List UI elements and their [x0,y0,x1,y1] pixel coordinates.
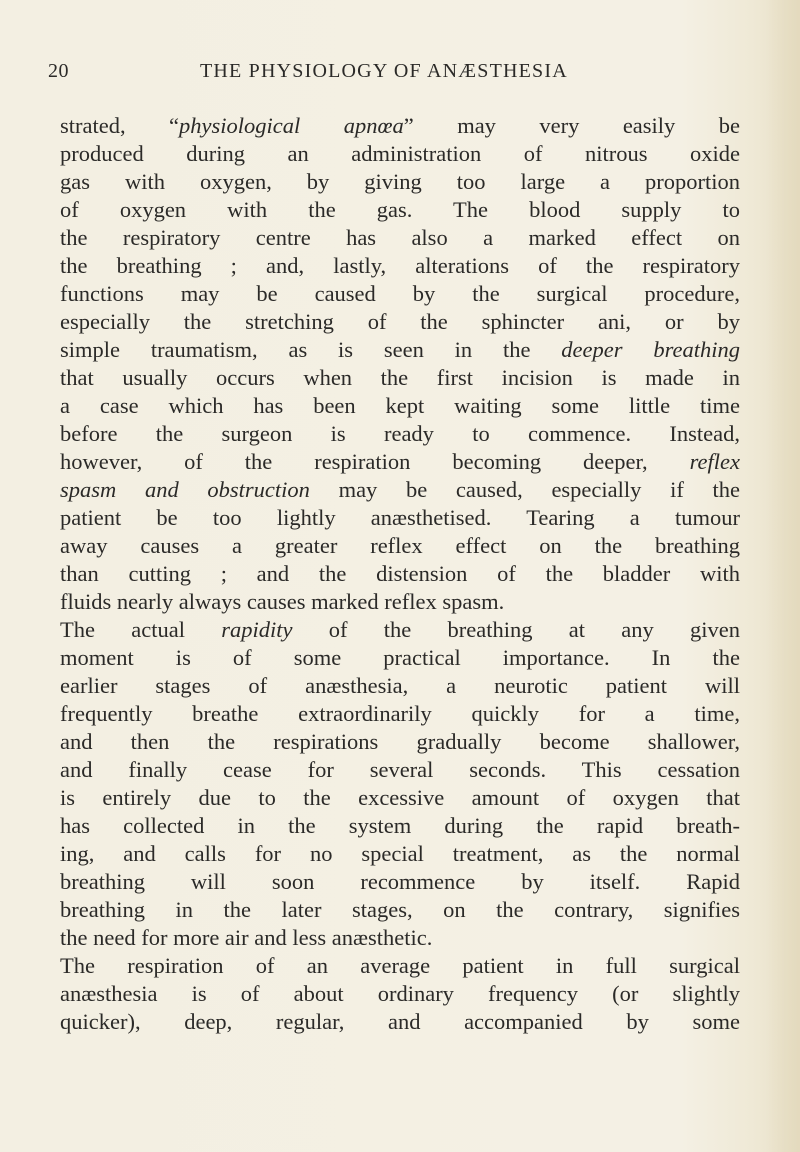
text-line: produced during an administration of nitrous oxide [60,141,740,166]
text-line: ing, and calls for no special treatment, as the normal [60,841,740,866]
text-line: anæsthesia is of about ordinary frequency (or slightly [60,981,740,1006]
page-number: 20 [48,60,69,82]
text-line: the breathing ; and, lastly, alterations of the respiratory [60,253,740,278]
running-title: THE PHYSIOLOGY OF ANÆSTHESIA [200,60,568,82]
text-line: breathing will soon recommence by itself. Rapid [60,869,740,894]
text-line: frequently breathe extraordinarily quickly for a time, [60,701,740,726]
text-line: the respiratory centre has also a marked effect on [60,225,740,250]
text-line: a case which has been kept waiting some little time [60,393,740,418]
text-span: strated, “ [60,113,180,138]
italic-text: reflex [689,449,740,474]
text-line: functions may be caused by the surgical procedure, [60,281,740,306]
text-line: earlier stages of anæsthesia, a neurotic patient will [60,673,740,698]
italic-text: spasm and obstruction [60,477,310,502]
text-line: is entirely due to the excessive amount of oxygen that [60,785,740,810]
text-span: ” may very easily be [403,113,740,138]
text-line [60,476,740,504]
body-text [60,112,740,1036]
text-line: than cutting ; and the distension of the bladder with [60,561,740,586]
text-line: before the surgeon is ready to commence. Instead, [60,421,740,446]
text-line: the need for more air and less anæsthetic. [60,925,433,950]
text-line: The respiration of an average patient in full surgical [60,953,740,978]
text-line: of oxygen with the gas. The blood supply to [60,197,740,222]
page-header [0,60,800,90]
text-span: simple traumatism, as is seen in the [60,337,562,362]
italic-text: deeper breathing [561,337,740,362]
text-line: patient be too lightly anæsthetised. Tearing a tumour [60,505,740,530]
text-line [60,448,740,476]
italic-text: rapidity [221,617,293,642]
text-line: has collected in the system during the rapid breath- [60,813,740,838]
text-line [60,336,740,364]
text-span: however, of the respiration becoming deeper, [60,449,690,474]
italic-text: physiological apnœa [179,113,404,138]
text-line: quicker), deep, regular, and accompanied by some [60,1009,740,1034]
text-line: and finally cease for several seconds. This cessation [60,757,740,782]
text-line [60,616,740,644]
text-line: away causes a greater reflex effect on the breathing [60,533,740,558]
text-line: especially the stretching of the sphincter ani, or by [60,309,740,334]
page-edge-shadow [766,0,800,1152]
text-line: gas with oxygen, by giving too large a proportion [60,169,740,194]
text-line: moment is of some practical importance. In the [60,645,740,670]
text-line: fluids nearly always causes marked reflex spasm. [60,589,505,614]
text-line [60,112,740,140]
text-line: and then the respirations gradually become shallower, [60,729,740,754]
text-span: The actual [60,617,222,642]
text-line: breathing in the later stages, on the contrary, signifies [60,897,740,922]
text-line: that usually occurs when the first incision is made in [60,365,740,390]
text-span: of the breathing at any given [292,617,740,642]
text-span: may be caused, especially if the [309,477,740,502]
